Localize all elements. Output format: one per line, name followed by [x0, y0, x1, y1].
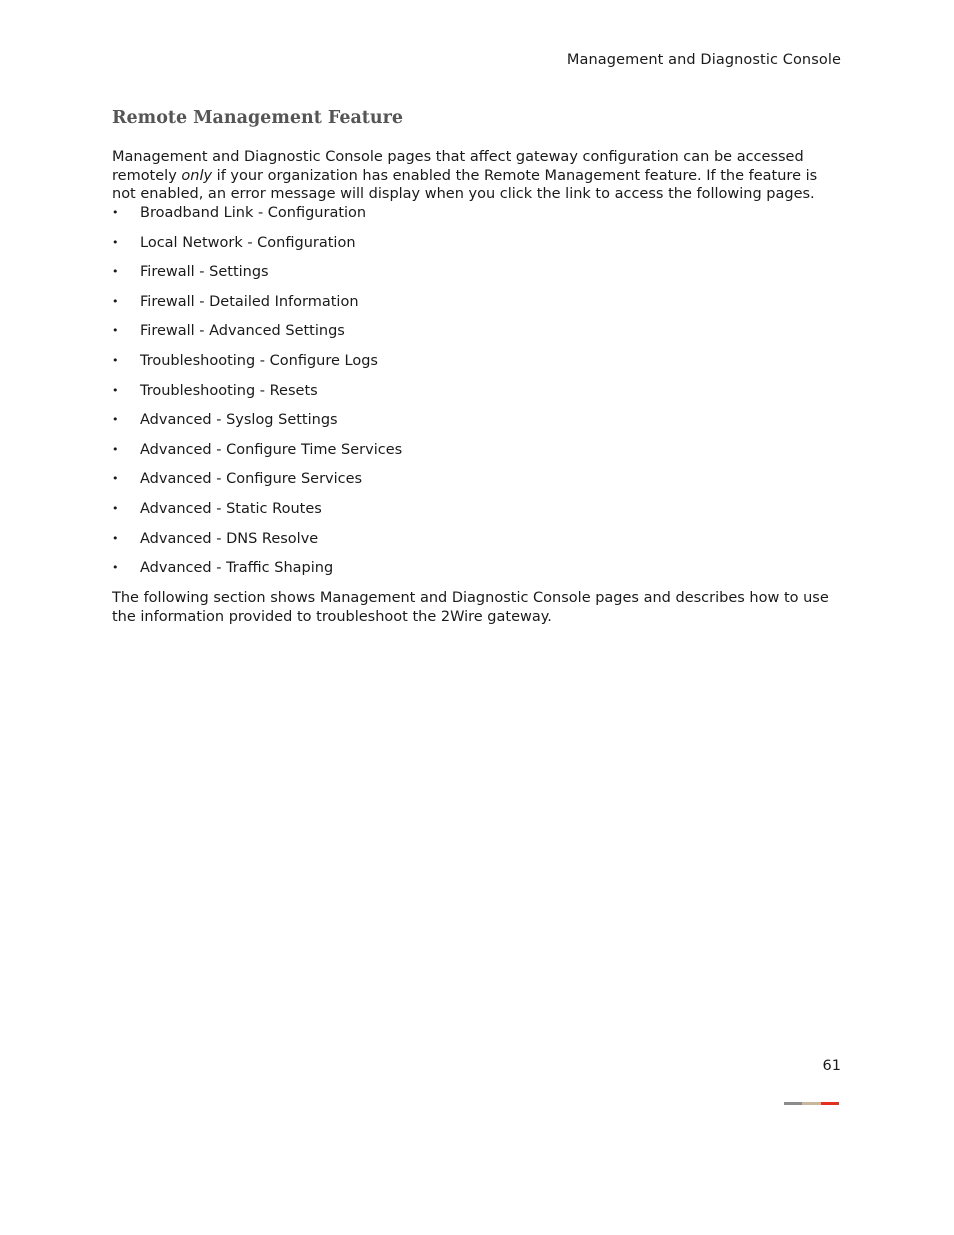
- bullet-icon: •: [112, 502, 119, 516]
- list-item: [112, 322, 832, 352]
- list-item: [112, 204, 832, 234]
- list-item-text: Advanced - Static Routes: [140, 501, 322, 518]
- bullet-icon: •: [112, 294, 119, 308]
- list-item: [112, 411, 832, 441]
- closing-paragraph: The following section shows Management and Diagnostic Console pages and describes how to use the information provided to troubleshoot the 2Wire gateway.: [112, 589, 829, 625]
- list-item-text: Advanced - Configure Services: [140, 471, 363, 488]
- list-item-text: Advanced - Syslog Settings: [140, 412, 338, 429]
- list-item-text: Firewall - Settings: [140, 264, 269, 281]
- list-item-text: Troubleshooting - Configure Logs: [140, 353, 378, 370]
- footer-color-bar: [784, 1102, 839, 1105]
- list-item-text: Firewall - Advanced Settings: [140, 323, 345, 340]
- page-number: 61: [822, 1058, 841, 1074]
- bullet-icon: •: [112, 442, 119, 456]
- list-item: [112, 293, 832, 323]
- list-item: [112, 470, 832, 500]
- bullet-icon: •: [112, 472, 119, 486]
- bullet-icon: •: [112, 354, 119, 368]
- bullet-icon: •: [112, 206, 119, 220]
- bullet-icon: •: [112, 324, 119, 338]
- running-header: Management and Diagnostic Console: [566, 52, 841, 68]
- list-item: [112, 352, 832, 382]
- section-body: [112, 148, 832, 626]
- list-item: [112, 500, 832, 530]
- bullet-icon: •: [112, 531, 119, 545]
- list-item-text: Troubleshooting - Resets: [140, 382, 318, 399]
- list-item-text: Advanced - DNS Resolve: [140, 530, 319, 547]
- bullet-icon: •: [112, 265, 119, 279]
- list-item: [112, 441, 832, 471]
- list-item-text: Local Network - Configuration: [140, 234, 356, 251]
- list-item: [112, 263, 832, 293]
- bullet-icon: •: [112, 413, 119, 427]
- footer-bar-segment-tan: [802, 1102, 821, 1105]
- list-item-text: Advanced - Configure Time Services: [140, 441, 403, 458]
- list-item: [112, 234, 832, 264]
- list-item: [112, 530, 832, 560]
- list-item-text: Advanced - Traffic Shaping: [140, 560, 334, 577]
- list-item-text: Broadband Link - Configuration: [140, 205, 367, 222]
- list-item-text: Firewall - Detailed Information: [140, 293, 359, 310]
- intro-emphasis: only: [181, 167, 213, 184]
- bullet-icon: •: [112, 235, 119, 249]
- page-list: [112, 204, 832, 589]
- bullet-icon: •: [112, 561, 119, 575]
- section-title: Remote Management Feature: [112, 108, 403, 128]
- intro-suffix: if your organization has enabled the Remote Management feature. If the feature is not enabled, an error message will display when you click the link to access the following pages.: [112, 167, 818, 203]
- intro-prefix: Management and Diagnostic Console pages that affect gateway configuration can be accessed remotely: [112, 149, 804, 184]
- footer-bar-segment-gray: [784, 1102, 802, 1105]
- intro-paragraph: [112, 148, 832, 204]
- bullet-icon: •: [112, 383, 119, 397]
- footer-bar-segment-red: [821, 1102, 839, 1105]
- list-item: [112, 559, 832, 589]
- list-item: [112, 382, 832, 412]
